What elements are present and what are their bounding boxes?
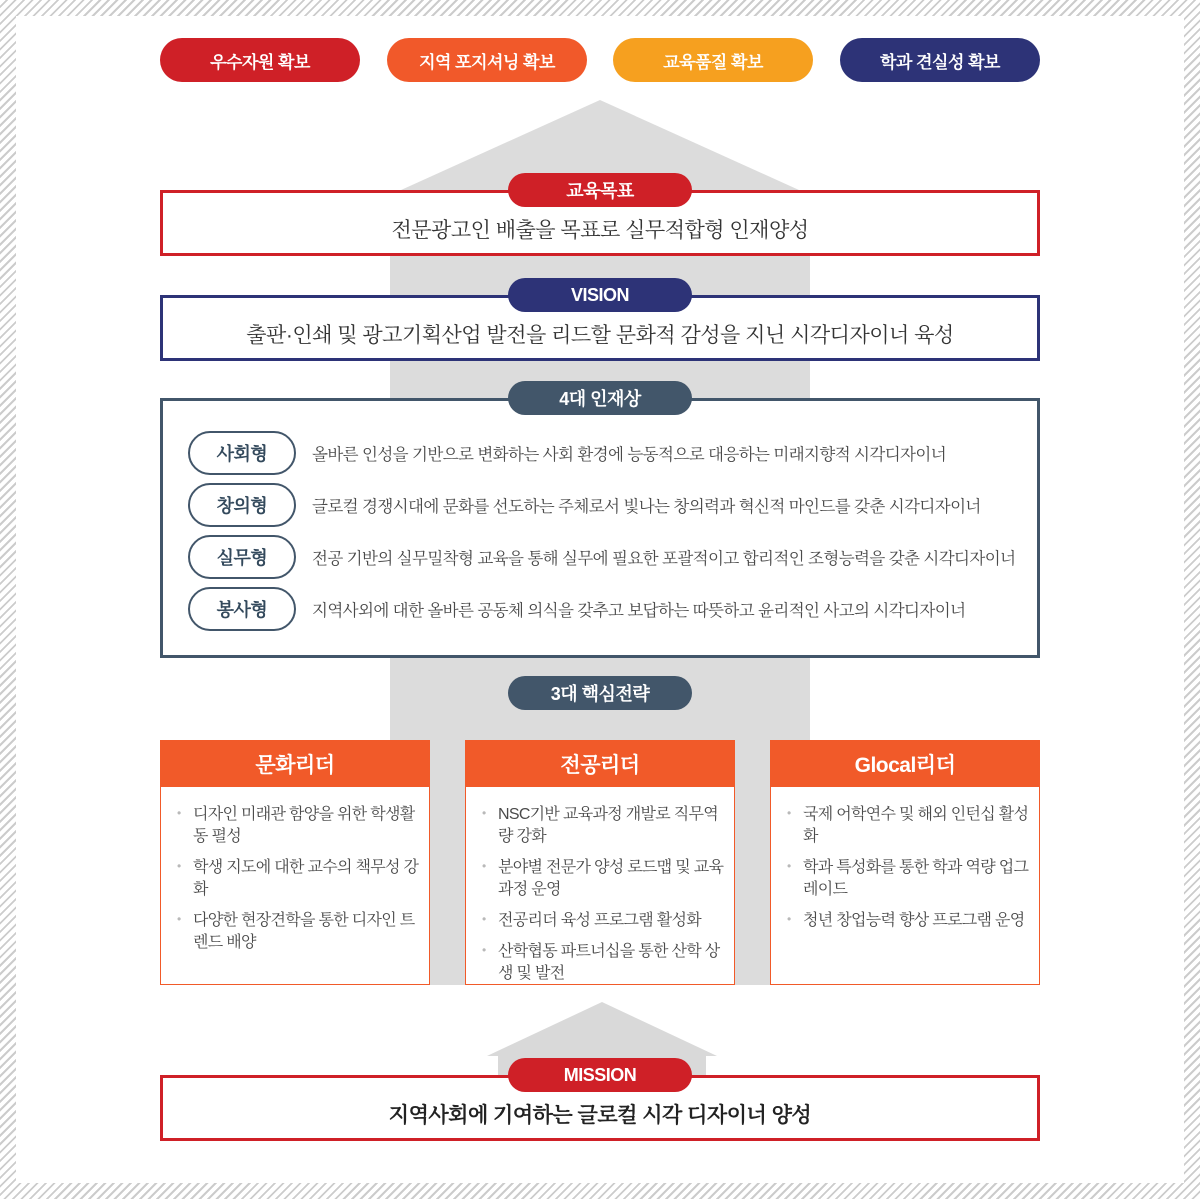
strategy-card-major xyxy=(465,740,735,985)
card-body xyxy=(465,787,735,985)
card-title: Glocal리더 xyxy=(770,740,1040,787)
strategy-card-glocal xyxy=(770,740,1040,985)
card-body xyxy=(160,787,430,985)
talent-badge: 사회형 xyxy=(188,431,296,475)
talent-desc: 올바른 인성을 기반으로 변화하는 사회 환경에 능동적으로 대응하는 미래지향적 시각디자이너 xyxy=(312,446,947,464)
vision-pill: VISION xyxy=(508,278,692,312)
card-list xyxy=(784,804,1029,932)
list-item: • 학생 지도에 대한 교수의 책무성 강화 xyxy=(174,857,419,901)
card-title: 전공리더 xyxy=(465,740,735,787)
strategy-card-culture xyxy=(160,740,430,985)
talent-desc: 글로컬 경쟁시대에 문화를 선도하는 주체로서 빛나는 창의력과 혁신적 마인드를 갖춘 시각디자이너 xyxy=(312,498,981,516)
goal-statement: 전문광고인 배출을 목표로 실무적합형 인재양성 xyxy=(391,219,809,242)
talents-box xyxy=(160,398,1040,658)
kpi-pill-resources: 우수자원 확보 xyxy=(160,38,360,82)
kpi-pill-positioning: 지역 포지셔닝 확보 xyxy=(387,38,587,82)
talent-badge: 실무형 xyxy=(188,535,296,579)
list-item: • 학과 특성화를 통한 학과 역량 업그레이드 xyxy=(784,857,1029,901)
card-body xyxy=(770,787,1040,985)
mission-statement: 지역사회에 기여하는 글로컬 시각 디자이너 양성 xyxy=(388,1104,812,1127)
list-item: • 디자인 미래관 함양을 위한 학생활동 펼성 xyxy=(174,804,419,848)
list-item: • 전공리더 육성 프로그램 활성화 xyxy=(479,910,724,932)
list-item: • 국제 어학연수 및 해외 인턴십 활성화 xyxy=(784,804,1029,848)
list-item: • 청년 창업능력 향상 프로그램 운영 xyxy=(784,910,1029,932)
talents-pill: 4대 인재상 xyxy=(508,381,692,415)
card-title: 문화리더 xyxy=(160,740,430,787)
talent-row xyxy=(188,431,1037,475)
talent-row xyxy=(188,535,1037,579)
list-item: • 다양한 현장견학을 통한 디자인 트렌드 배양 xyxy=(174,910,419,954)
list-item: • 분야별 전문가 양성 로드맵 및 교육과정 운영 xyxy=(479,857,724,901)
talent-row xyxy=(188,483,1037,527)
card-list xyxy=(174,804,419,954)
strategy-pill: 3대 핵심전략 xyxy=(508,676,692,710)
talent-desc: 전공 기반의 실무밀착형 교육을 통해 실무에 필요한 포괄적이고 합리적인 조형능력을 갖춘 시각디자이너 xyxy=(312,550,1016,568)
goal-pill: 교육목표 xyxy=(508,173,692,207)
talent-badge: 봉사형 xyxy=(188,587,296,631)
talent-row xyxy=(188,587,1037,631)
list-item: • 산학협동 파트너십을 통한 산학 상생 및 발전 xyxy=(479,941,724,985)
kpi-pill-quality: 교육품질 확보 xyxy=(613,38,813,82)
list-item: • NSC기반 교육과정 개발로 직무역량 강화 xyxy=(479,804,724,848)
kpi-pill-soundness: 학과 견실성 확보 xyxy=(840,38,1040,82)
vision-statement: 출판·인쇄 및 광고기획산업 발전을 리드할 문화적 감성을 지닌 시각디자이너 육성 xyxy=(246,324,954,347)
mission-pill: MISSION xyxy=(508,1058,692,1092)
card-list xyxy=(479,804,724,986)
talent-desc: 지역사외에 대한 올바른 공동체 의식을 갖추고 보답하는 따뜻하고 윤리적인 사고의 시각디자이너 xyxy=(312,602,966,620)
talent-badge: 창의형 xyxy=(188,483,296,527)
